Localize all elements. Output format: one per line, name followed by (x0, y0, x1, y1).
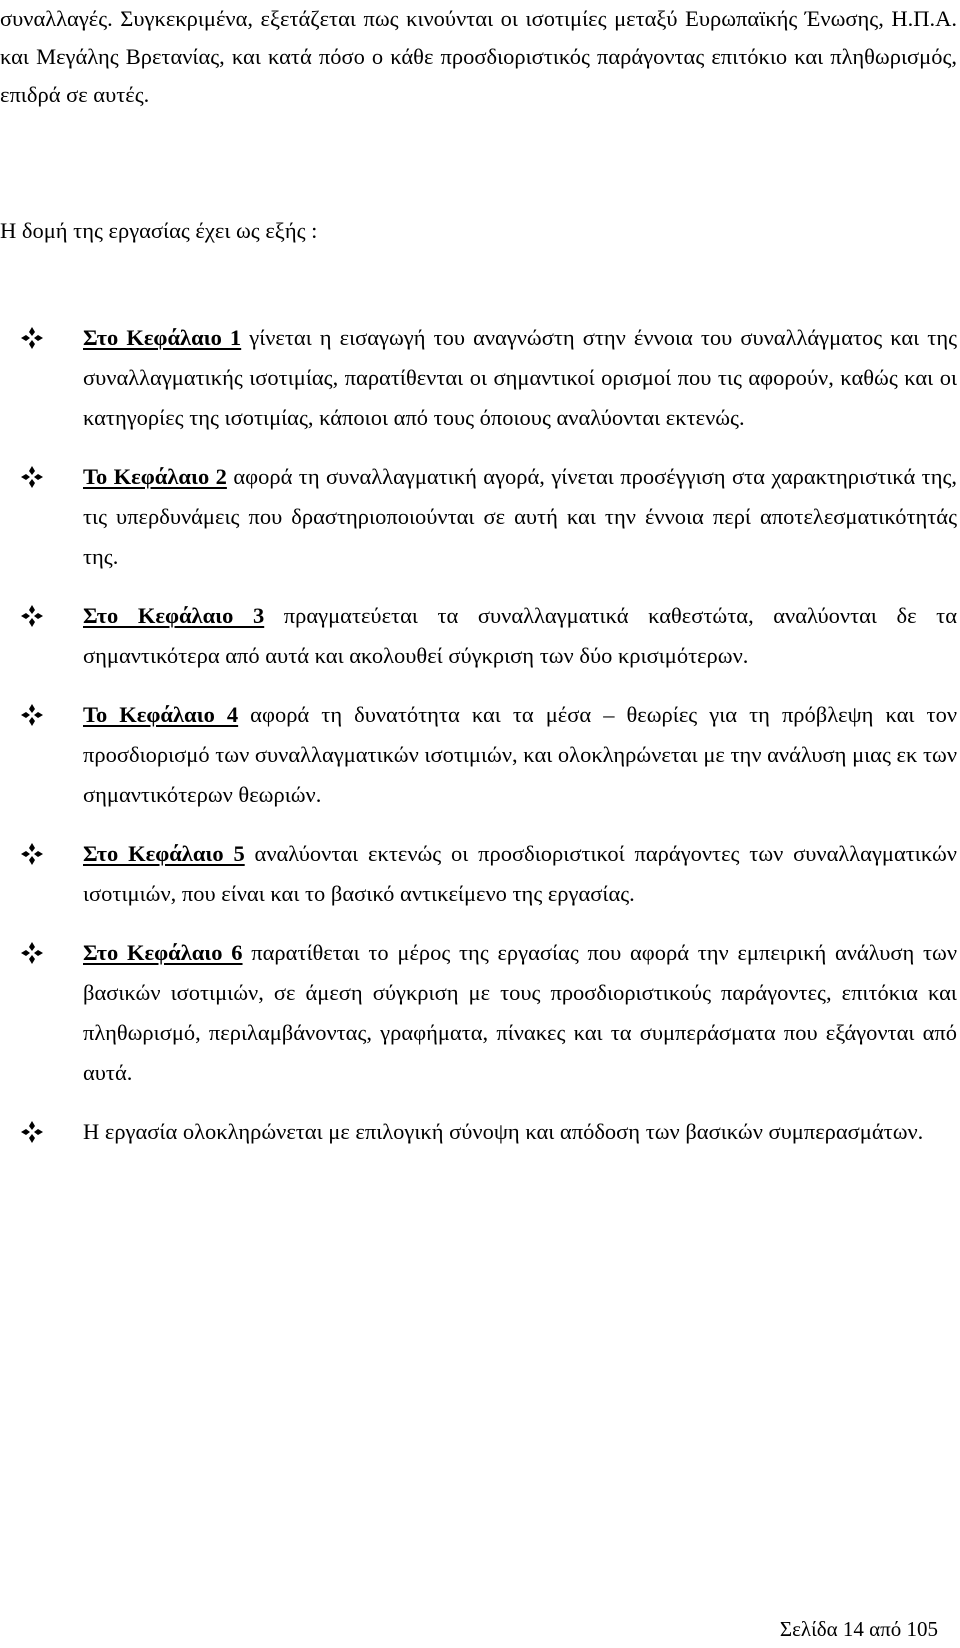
chapter-text: αναλύονται εκτενώς οι προσδιοριστικοί παράγοντες των συναλλαγματικών ισοτιμιών, που είναι και το βασικό αντικείμενο της εργασίας. (83, 841, 957, 906)
diamond-bullet-icon (21, 327, 43, 349)
chapter-list (0, 318, 960, 1171)
intro-paragraph: συναλλαγές. Συγκεκριμένα, εξετάζεται πως κινούνται οι ισοτιμίες μεταξύ Ευρωπαϊκής Ένωσης, Η.Π.Α. και Μεγάλης Βρετανίας, και κατά πόσο ο κάθε προσδιοριστικός παράγοντας επιτόκιο και πληθωρισμός, επιδρά σε αυτές. (0, 6, 957, 107)
diamond-bullet-icon (21, 942, 43, 964)
chapter-ref: Το Κεφάλαιο 2 (83, 464, 227, 489)
page-number-footer: Σελίδα 14 από 105 (779, 1617, 938, 1641)
list-item (0, 457, 957, 577)
chapter-ref: Στο Κεφάλαιο 5 (83, 841, 245, 866)
list-item (0, 695, 957, 815)
chapter-text: παρατίθεται το μέρος της εργασίας που αφορά την εμπειρική ανάλυση των βασικών ισοτιμιών, σε άμεση σύγκριση με τους προσδιοριστικούς παράγοντες, επιτόκια και πληθωρισμό, περιλαμβάνοντας, γραφήματα, πίνακες και τα συμπεράσματα που εξάγονται από αυτά. (83, 940, 957, 1085)
chapter-text: Η εργασία ολοκληρώνεται με επιλογική σύνοψη και απόδοση των βασικών συμπερασμάτων. (83, 1119, 924, 1144)
list-item (0, 596, 957, 676)
list-item (0, 1112, 957, 1152)
chapter-ref: Στο Κεφάλαιο 6 (83, 940, 243, 965)
list-item (0, 318, 957, 438)
chapter-ref: Το Κεφάλαιο 4 (83, 702, 239, 727)
chapter-ref: Στο Κεφάλαιο 3 (83, 603, 265, 628)
list-item (0, 834, 957, 914)
diamond-bullet-icon (21, 843, 43, 865)
chapter-text: γίνεται η εισαγωγή του αναγνώστη στην έννοια του συναλλάγματος και της συναλλαγματικής ισοτιμίας, παρατίθενται οι σημαντικοί ορισμοί που τις αφορούν, καθώς και οι κατηγορίες της ισοτιμίας, κάποιοι από τους όποιους αναλύονται εκτενώς. (83, 325, 958, 430)
diamond-bullet-icon (21, 1121, 43, 1143)
chapter-text: πραγματεύεται τα συναλλαγματικά καθεστώτα, αναλύονται δε τα σημαντικότερα από αυτά και ακολουθεί σύγκριση των δύο κρισιμότερων. (83, 603, 957, 668)
chapter-text: αφορά τη δυνατότητα και τα μέσα – θεωρίες για τη πρόβλεψη και τον προσδιορισμό των συναλλαγματικών ισοτιμιών, και ολοκληρώνεται με την ανάλυση μιας εκ των σημαντικότερων θεωριών. (83, 702, 957, 807)
diamond-bullet-icon (21, 466, 43, 488)
chapter-ref: Στο Κεφάλαιο 1 (83, 325, 242, 350)
diamond-bullet-icon (21, 704, 43, 726)
chapter-text: αφορά τη συναλλαγματική αγορά, γίνεται προσέγγιση στα χαρακτηριστικά της, τις υπερδυνάμεις που δραστηριοποιούνται σε αυτή και την έννοια περί αποτελεσματικότητάς της. (83, 464, 958, 569)
diamond-bullet-icon (21, 605, 43, 627)
structure-heading: Η δομή της εργασίας έχει ως εξής : (0, 218, 318, 243)
list-item (0, 933, 957, 1093)
